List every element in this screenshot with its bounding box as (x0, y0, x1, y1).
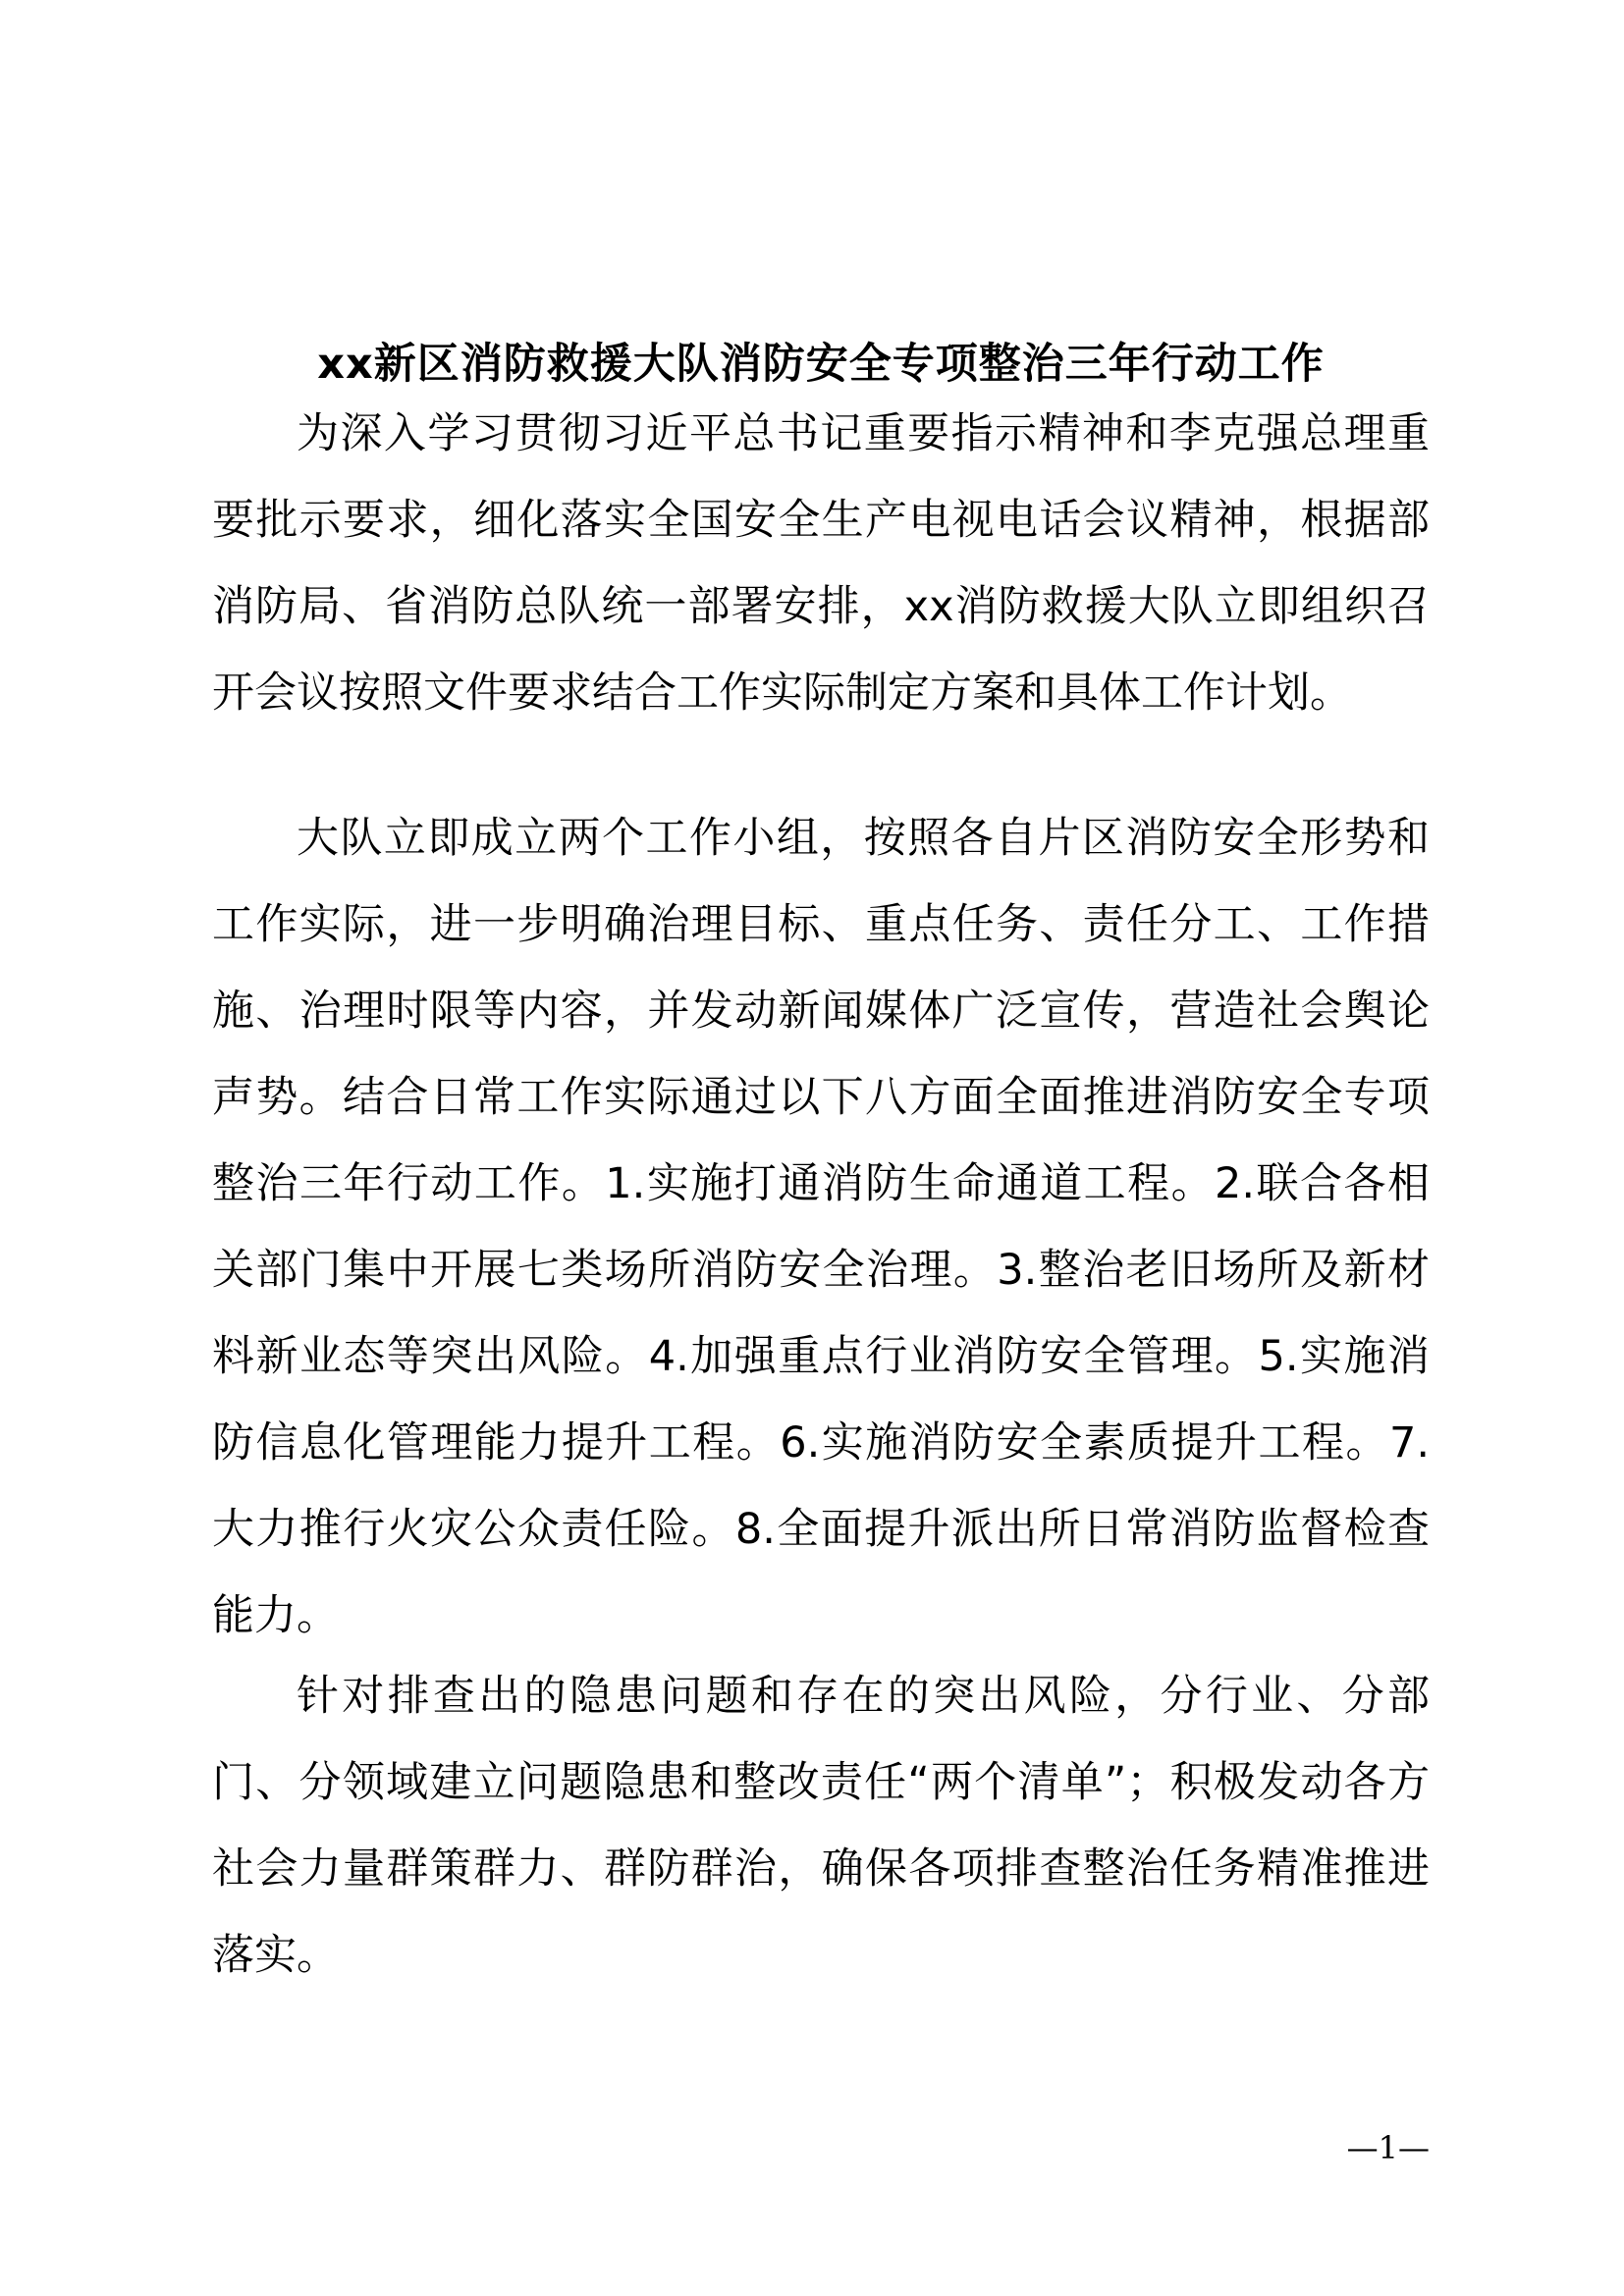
paragraph-intro: 为深入学习贯彻习近平总书记重要指示精神和李克强总理重要批示要求，细化落实全国安全生产电视电话会议精神，根据部消防局、省消防总队统一部署安排，xx消防救援大队立即组织召开会议按照文件要求结合工作实际制定方案和具体工作计划。 (212, 409, 1430, 718)
paragraph-hazard-lists: 针对排查出的隐患问题和存在的突出风险，分行业、分部门、分领域建立问题隐患和整改责任“两个清单”；积极发动各方社会力量群策群力、群防群治，确保各项排查整治任务精准推进落实。 (212, 1672, 1430, 1980)
paragraph-measures: 大队立即成立两个工作小组，按照各自片区消防安全形势和工作实际，进一步明确治理目标、重点任务、责任分工、工作措施、治理时限等内容，并发动新闻媒体广泛宣传，营造社会舆论声势。结合日常工作实际通过以下八方面全面推进消防安全专项整治三年行动工作。1.实施打通消防生命通道工程。2.联合各相关部门集中开展七类场所消防安全治理。3.整治老旧场所及新材料新业态等突出风险。4.加强重点行业消防安全管理。5.实施消防信息化管理能力提升工程。6.实施消防安全素质提升工程。7.大力推行火灾公众责任险。8.全面提升派出所日常消防监督检查能力。 (212, 814, 1430, 1640)
document-title: xx新区消防救援大队消防安全专项整治三年行动工作 (317, 339, 1325, 389)
page-number: —1— (1346, 2129, 1430, 2166)
